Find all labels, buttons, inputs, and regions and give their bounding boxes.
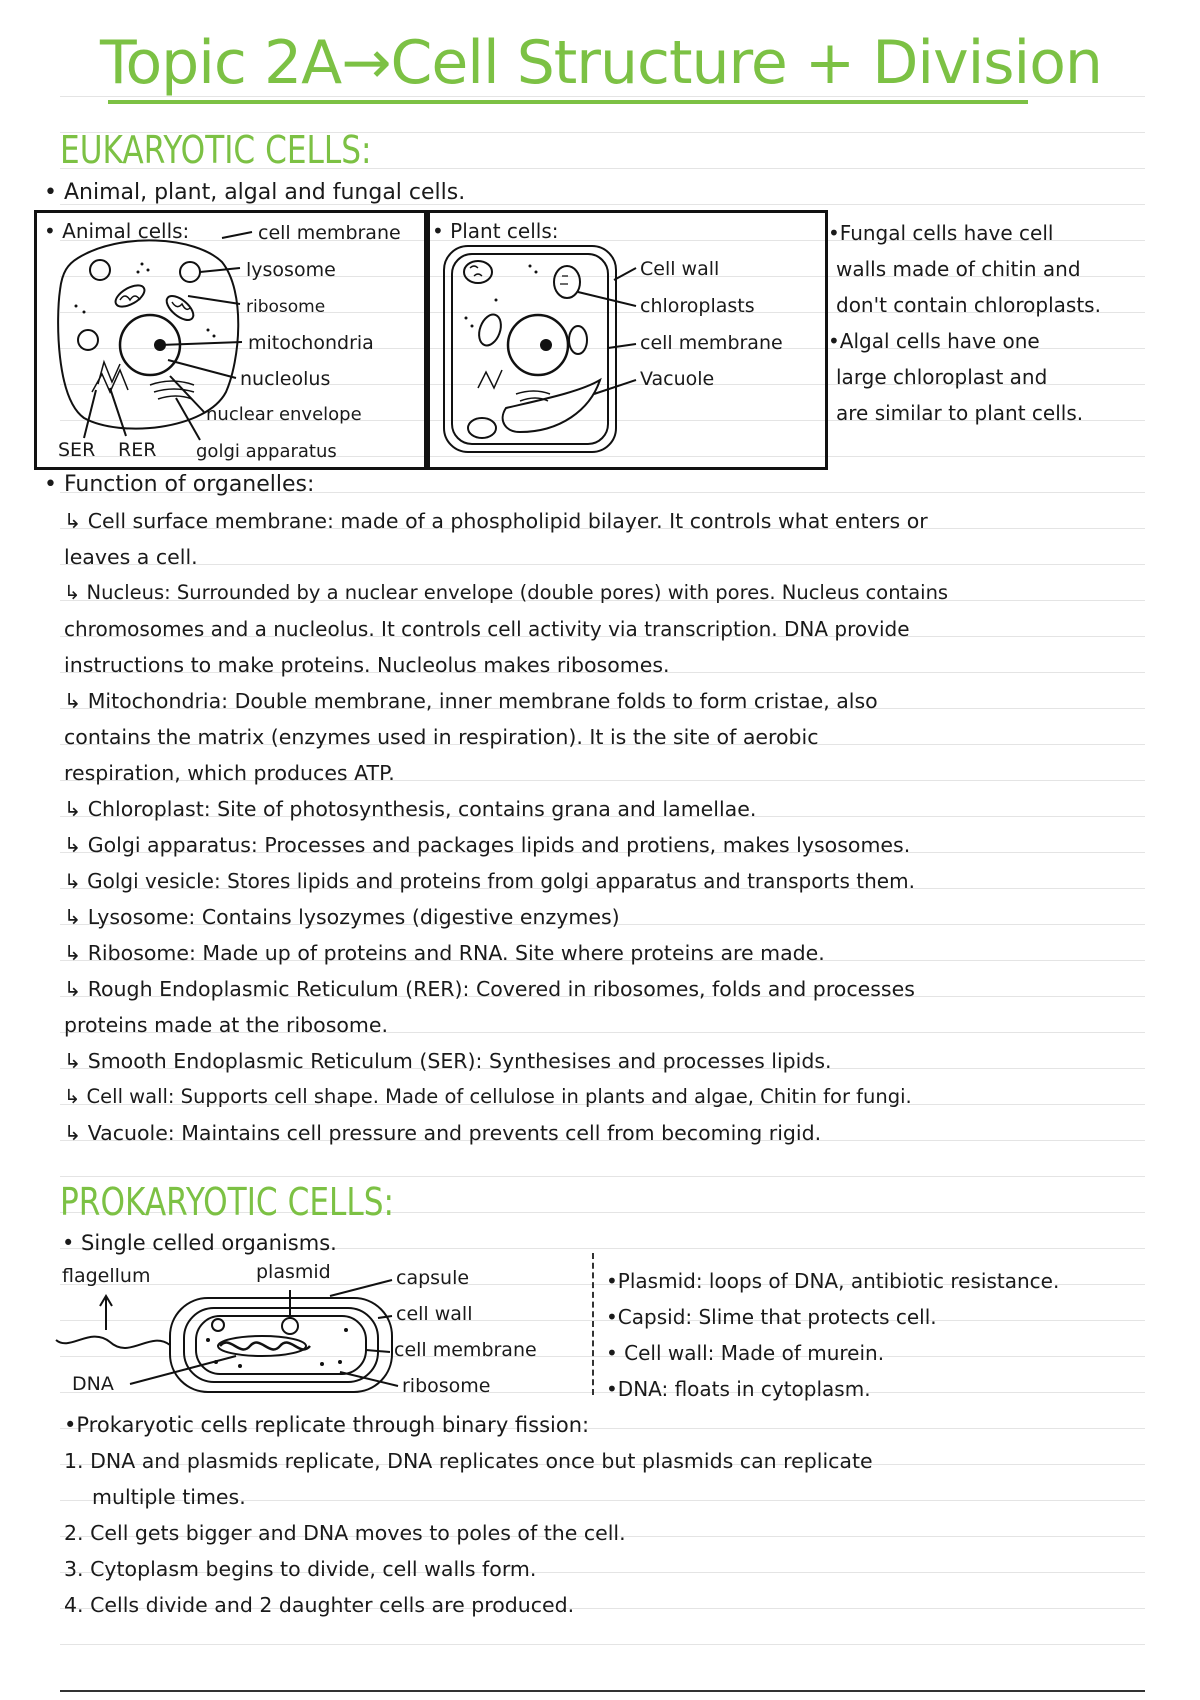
function-line: contains the matrix (enzymes used in respiration). It is the site of aerobic (64, 725, 819, 749)
animal-label-nucleolus: nucleolus (240, 368, 331, 390)
prok-note-line: •Plasmid: loops of DNA, antibiotic resistance. (606, 1269, 1060, 1293)
function-line: ↳ Golgi vesicle: Stores lipids and proteins from golgi apparatus and transports them. (64, 869, 915, 893)
animal-label-nuclear-envelope: nuclear envelope (206, 404, 362, 425)
animal-label-rer: RER (118, 439, 157, 461)
function-line: leaves a cell. (64, 545, 198, 569)
fission-step: multiple times. (92, 1485, 246, 1509)
prok-note-line: • Cell wall: Made of murein. (606, 1341, 885, 1365)
prok-label-capsule: capsule (396, 1267, 470, 1289)
animal-label-lysosome: lysosome (246, 259, 336, 281)
page-title: Topic 2A→Cell Structure + Division (100, 28, 1102, 98)
function-line: chromosomes and a nucleolus. It controls cell activity via transcription. DNA provide (64, 617, 910, 641)
function-line: ↳ Lysosome: Contains lysozymes (digestive enzymes) (64, 905, 620, 929)
animal-label-golgi: golgi apparatus (196, 441, 337, 462)
function-line: ↳ Mitochondria: Double membrane, inner membrane folds to form cristae, also (64, 689, 878, 713)
function-line: ↳ Cell wall: Supports cell shape. Made of cellulose in plants and algae, Chitin for fungi. (64, 1085, 912, 1108)
function-line: ↳ Smooth Endoplasmic Reticulum (SER): Synthesises and processes lipids. (64, 1049, 832, 1073)
plant-label-cell-membrane: cell membrane (640, 332, 783, 354)
function-line: ↳ Cell surface membrane: made of a phospholipid bilayer. It controls what enters or (64, 509, 928, 533)
function-line: instructions to make proteins. Nucleolus makes ribosomes. (64, 653, 670, 677)
note-line: don't contain chloroplasts. (836, 293, 1101, 317)
note-line: are similar to plant cells. (836, 401, 1084, 425)
animal-label-ser: SER (58, 439, 96, 461)
prok-label-cell-wall: cell wall (396, 1303, 473, 1325)
fission-step: 4. Cells divide and 2 daughter cells are produced. (64, 1593, 575, 1617)
eukaryotic-intro: • Animal, plant, algal and fungal cells. (44, 180, 466, 205)
note-line: •Algal cells have one (828, 329, 1040, 353)
plant-label-chloroplasts: chloroplasts (640, 295, 755, 317)
animal-label-ribosome: ribosome (246, 297, 326, 317)
animal-label-cell-membrane: cell membrane (258, 222, 401, 244)
prok-label-cell-membrane: cell membrane (394, 1339, 537, 1361)
page-bottom-line (60, 1690, 1145, 1692)
function-line: ↳ Vacuole: Maintains cell pressure and prevents cell from becoming rigid. (64, 1121, 822, 1145)
prok-label-dna: DNA (72, 1373, 114, 1395)
note-line: •Fungal cells have cell (828, 221, 1054, 245)
note-line: large chloroplast and (836, 365, 1048, 389)
function-heading: • Function of organelles: (44, 472, 315, 497)
prok-label-plasmid: plasmid (256, 1261, 331, 1283)
function-line: respiration, which produces ATP. (64, 761, 395, 785)
function-line: ↳ Nucleus: Surrounded by a nuclear envelope (double pores) with pores. Nucleus contains (64, 581, 949, 604)
prokaryotic-intro: • Single celled organisms. (62, 1231, 337, 1255)
note-line: walls made of chitin and (836, 257, 1081, 281)
prok-label-ribosome: ribosome (402, 1375, 491, 1397)
prok-note-line: •DNA: floats in cytoplasm. (606, 1377, 871, 1401)
prokaryotic-divider (592, 1253, 594, 1395)
plant-label-vacuole: Vacuole (640, 368, 715, 390)
prokaryotic-heading: PROKARYOTIC CELLS: (60, 1180, 395, 1224)
function-line: ↳ Chloroplast: Site of photosynthesis, contains grana and lamellae. (64, 797, 757, 821)
prok-label-flagellum: flagellum (62, 1265, 151, 1287)
binary-fission-heading: •Prokaryotic cells replicate through binary fission: (64, 1413, 590, 1437)
fission-step: 3. Cytoplasm begins to divide, cell walls form. (64, 1557, 537, 1581)
animal-cells-title: • Animal cells: (44, 219, 190, 243)
function-line: ↳ Golgi apparatus: Processes and packages lipids and protiens, makes lysosomes. (64, 833, 911, 857)
plant-cells-title: • Plant cells: (432, 219, 559, 243)
plant-label-cell-wall: Cell wall (640, 258, 720, 280)
function-line: ↳ Ribosome: Made up of proteins and RNA. Site where proteins are made. (64, 941, 825, 965)
fission-step: 2. Cell gets bigger and DNA moves to poles of the cell. (64, 1521, 626, 1545)
animal-label-mitochondria: mitochondria (248, 332, 374, 354)
function-line: ↳ Rough Endoplasmic Reticulum (RER): Covered in ribosomes, folds and processes (64, 977, 915, 1001)
fission-step: 1. DNA and plasmids replicate, DNA replicates once but plasmids can replicate (64, 1449, 873, 1473)
function-line: proteins made at the ribosome. (64, 1013, 389, 1037)
eukaryotic-heading: EUKARYOTIC CELLS: (60, 128, 372, 172)
prok-note-line: •Capsid: Slime that protects cell. (606, 1305, 937, 1329)
